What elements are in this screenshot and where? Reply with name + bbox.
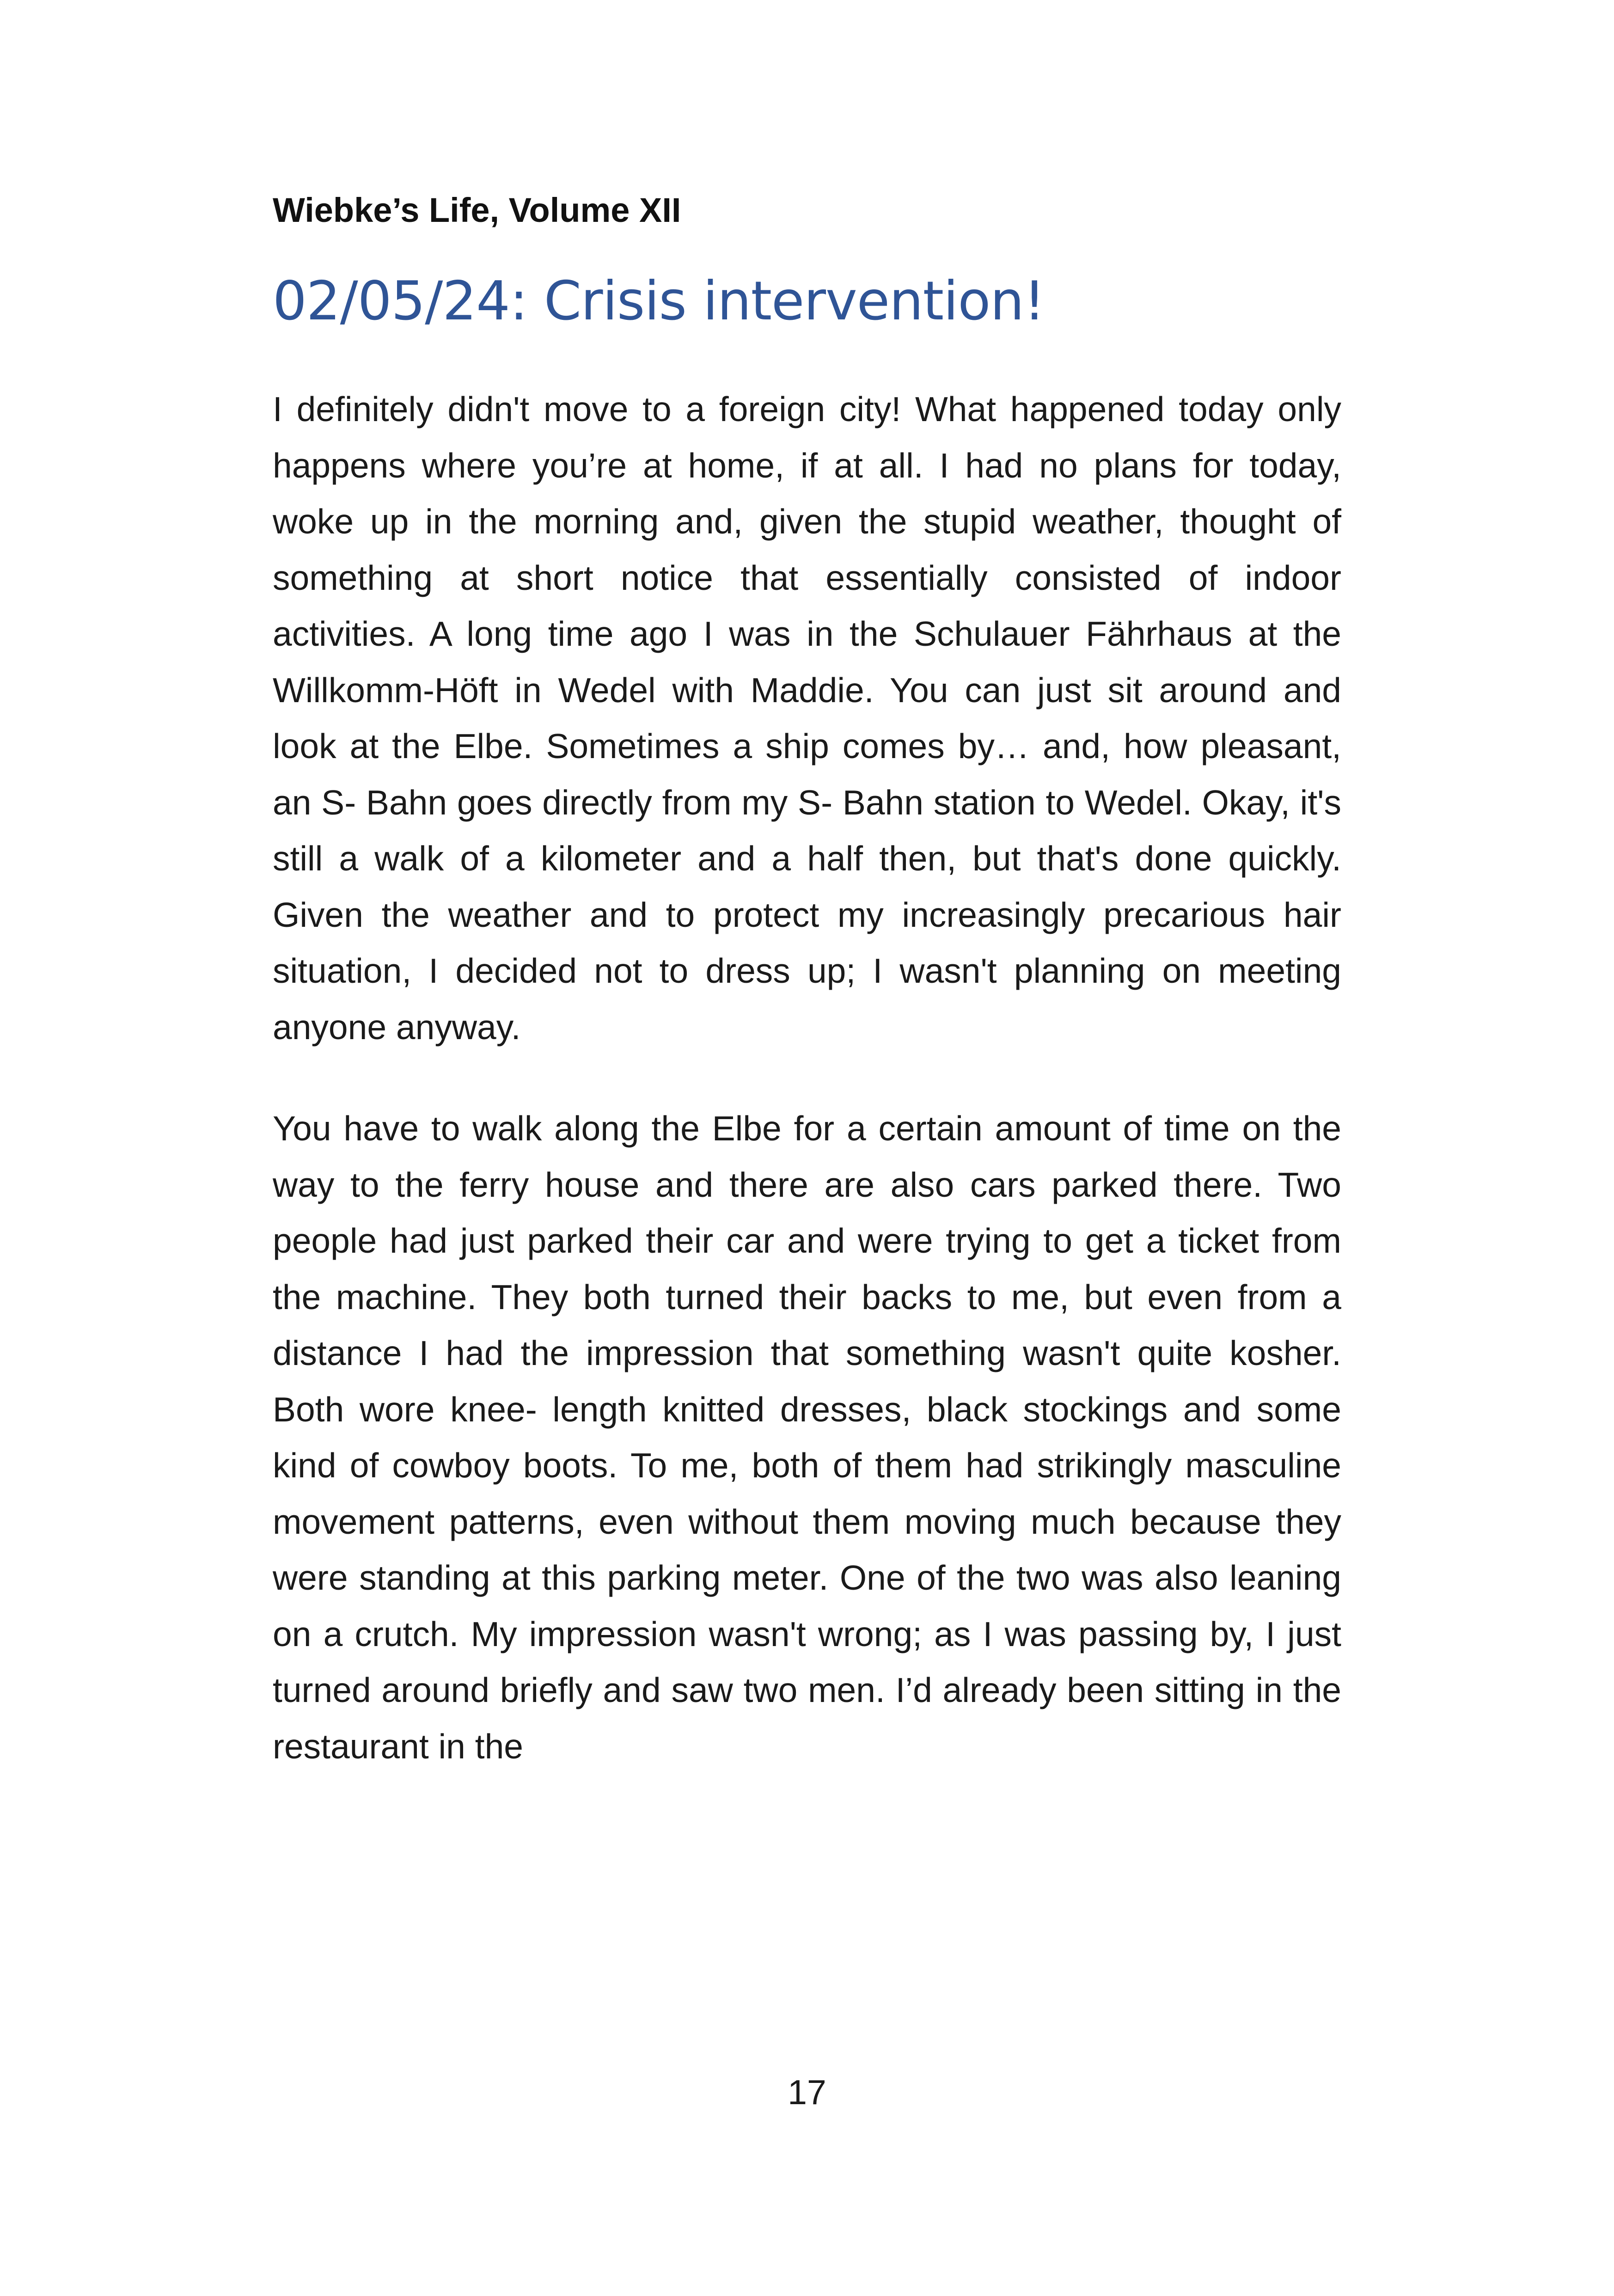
- chapter-title: 02/05/24: Crisis intervention!: [273, 270, 1045, 332]
- body-paragraph-1: I definitely didn't move to a foreign city! What happened today only happens where you’re at home, if at all. I had no plans for today, woke up in the morning and, given the stupid weather, thought of something at short notice that essentially consisted of indoor activities. A long time ago I was in the Schulauer Fährhaus at the Willkomm-Höft in Wedel with Maddie. You can just sit around and look at the Elbe. Sometimes a ship comes by… and, how pleasant, an S- Bahn goes directly from my S- Bahn station to Wedel. Okay, it's still a walk of a kilometer and a half then, but that's done quickly. Given the weather and to protect my increasingly precarious hair situation, I decided not to dress up; I wasn't planning on meeting anyone anyway.: [273, 390, 1341, 1047]
- body-paragraph-2: You have to walk along the Elbe for a certain amount of time on the way to the ferry house and there are also cars parked there. Two people had just parked their car and were trying to get a ticket from the machine. They both turned their backs to me, but even from a distance I had the impression that something wasn't quite kosher. Both wore knee- length knitted dresses, black stockings and some kind of cowboy boots. To me, both of them had strikingly masculine movement patterns, even without them moving much because they were standing at this parking meter. One of the two was also leaning on a crutch. My impression wasn't wrong; as I was passing by, I just turned around briefly and saw two men. I’d already been sitting in the restaurant in the: [273, 1109, 1341, 1766]
- page-number: 17: [788, 2073, 826, 2112]
- book-title: Wiebke’s Life, Volume XII: [273, 191, 681, 229]
- page-content: [273, 183, 1341, 1775]
